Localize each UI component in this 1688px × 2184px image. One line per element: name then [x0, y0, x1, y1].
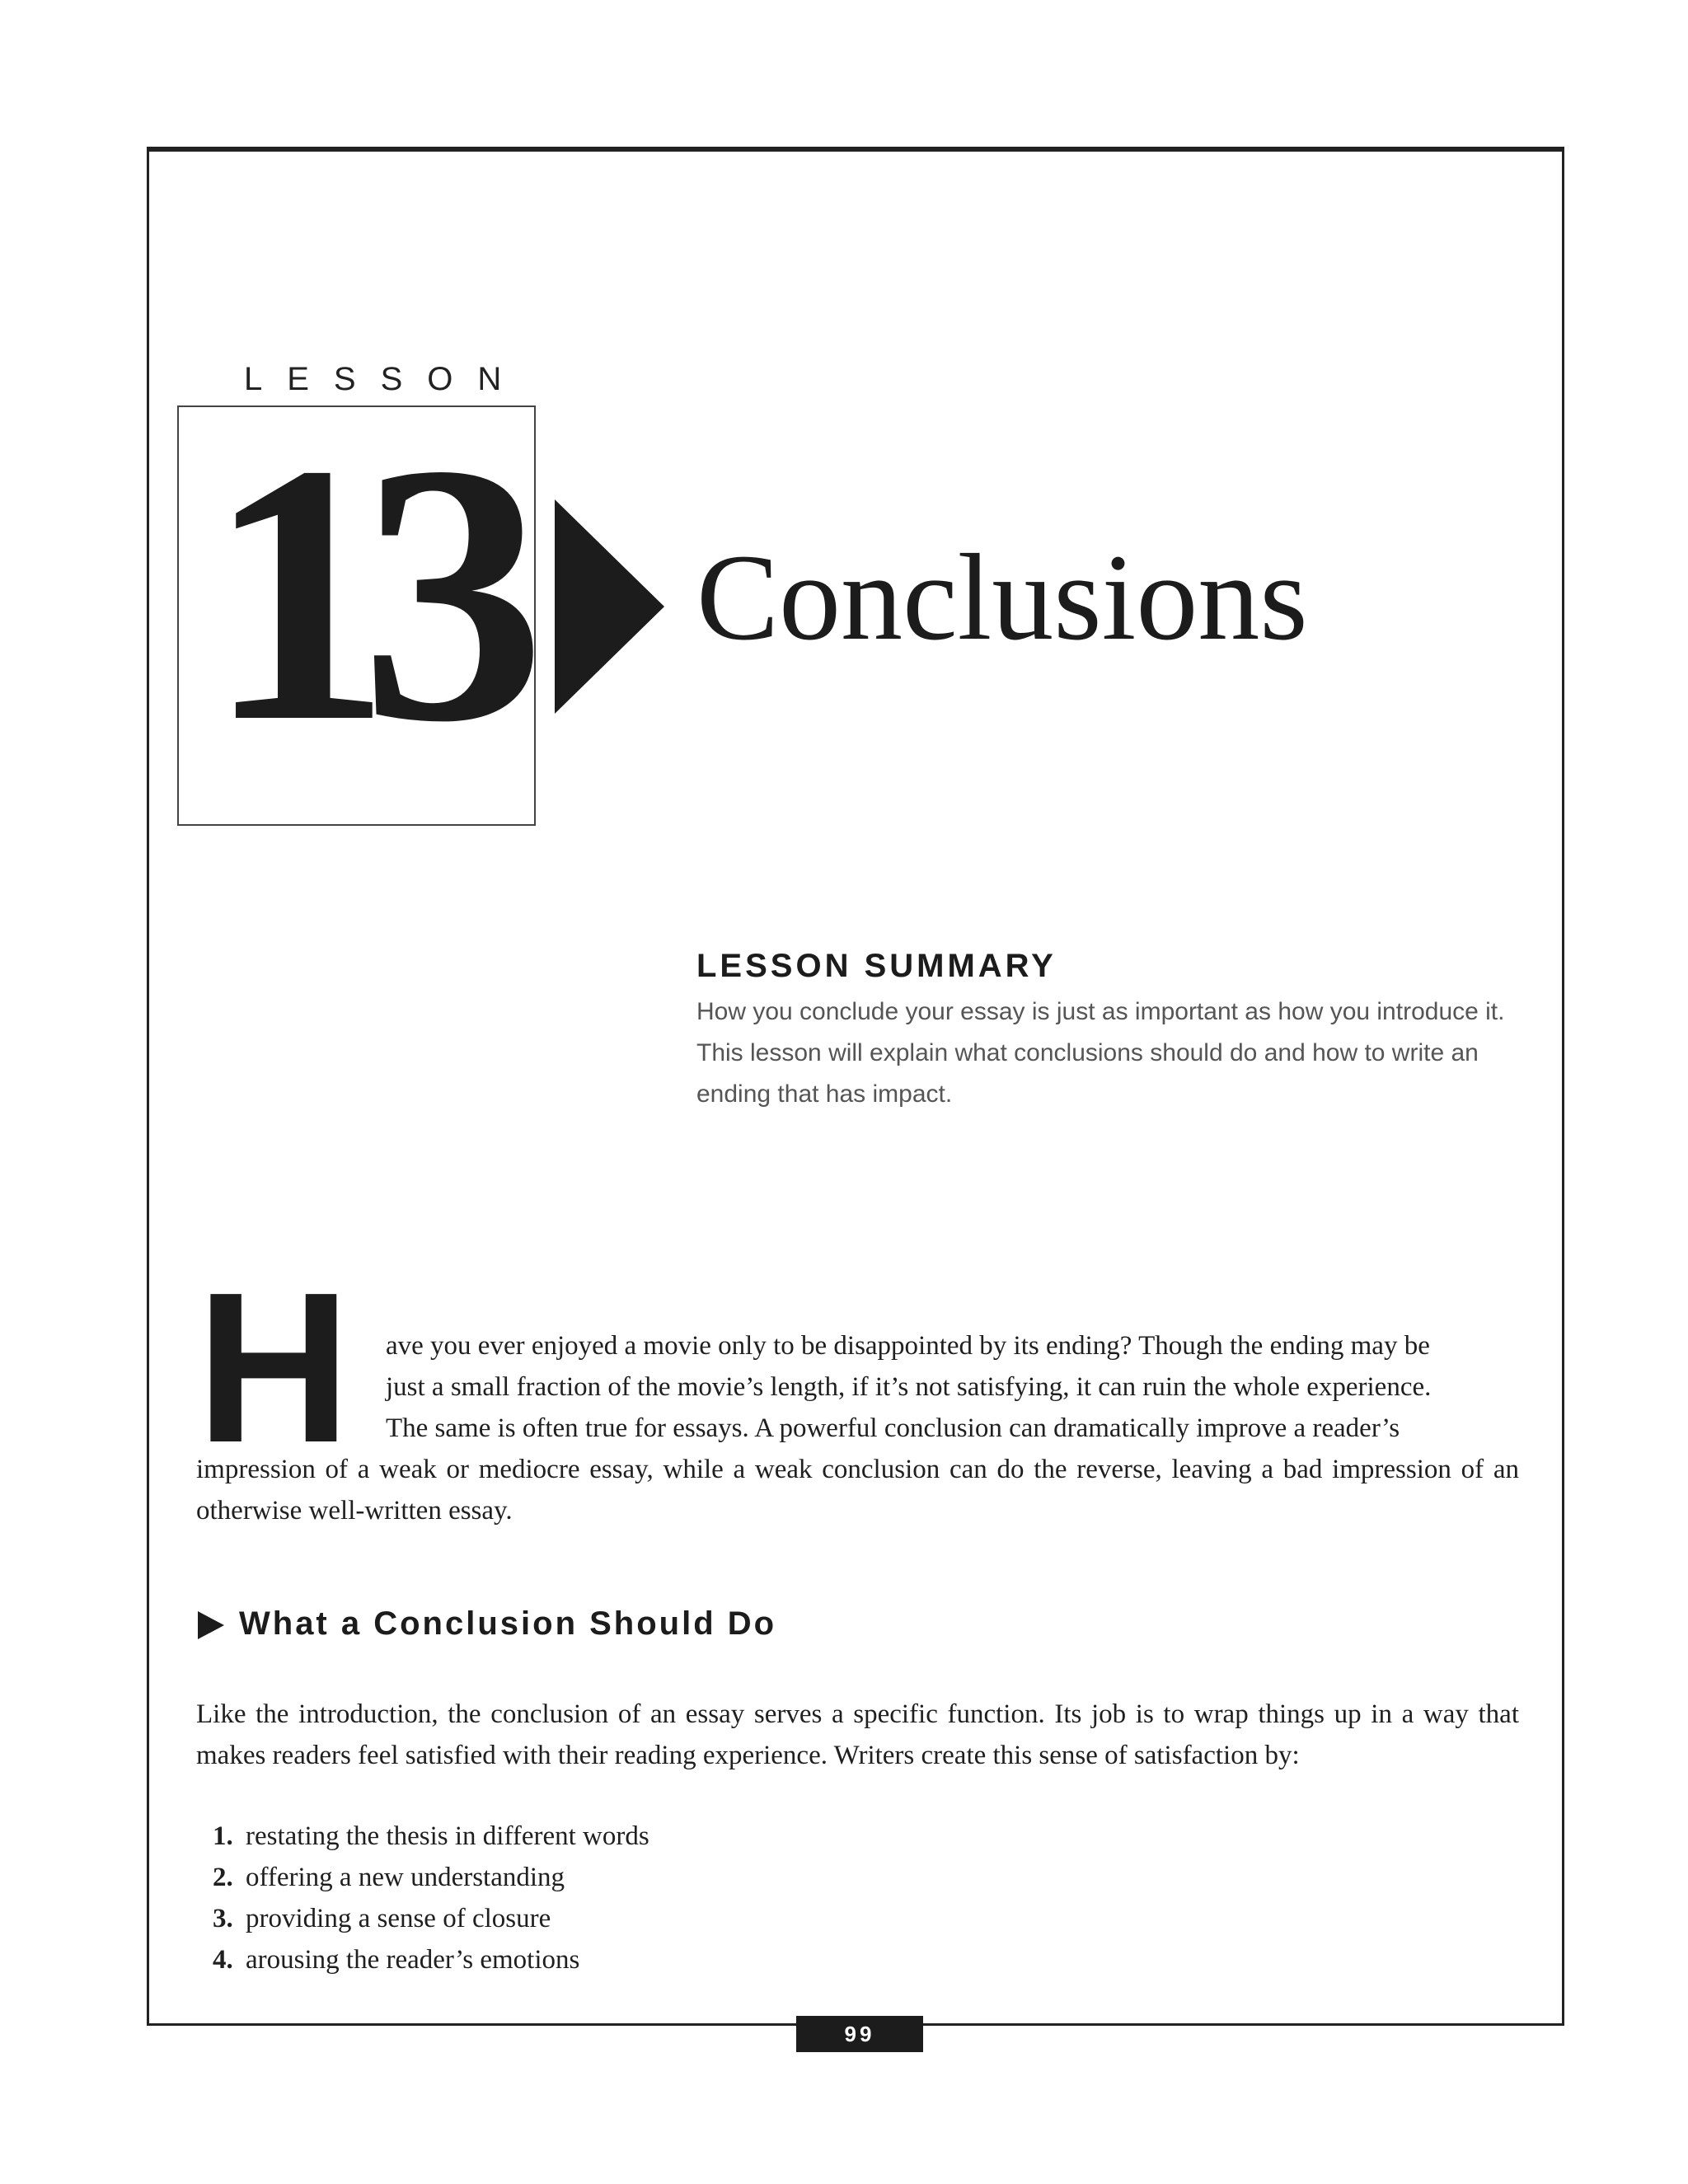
- intro-line-2: just a small fraction of the movie’s length, if it’s not satisfying, it can ruin the whole experience.: [386, 1372, 1432, 1402]
- intro-line-1: ave you ever enjoyed a movie only to be disappointed by its ending? Though the ending may be: [386, 1331, 1430, 1361]
- arrow-triangle-icon: [555, 499, 664, 714]
- lesson-title: Conclusions: [696, 529, 1308, 666]
- intro-line-3: The same is often true for essays. A powerful conclusion can dramatically improve a reader’s: [386, 1413, 1400, 1443]
- intro-paragraph: [196, 1325, 1519, 1531]
- intro-rest: impression of a weak or mediocre essay, while a weak conclusion can do the reverse, leaving a bad impression of an otherwise well-written essay.: [196, 1455, 1519, 1526]
- list-item: 3. providing a sense of closure: [213, 1904, 551, 1933]
- section-triangle-icon: [198, 1611, 224, 1639]
- conclusion-list: [213, 1816, 649, 1980]
- section-heading: What a Conclusion Should Do: [239, 1605, 777, 1642]
- page-number: 99: [796, 2016, 923, 2052]
- list-item: 4. arousing the reader’s emotions: [213, 1945, 580, 1975]
- list-item: 2. offering a new understanding: [213, 1863, 565, 1892]
- section-paragraph: Like the introduction, the conclusion of an essay serves a specific function. Its job is to wrap things up in a way that makes readers feel satisfied with their reading experience. Writers create this sense of satisfaction by:: [196, 1699, 1519, 1770]
- summary-heading: LESSON SUMMARY: [696, 948, 1057, 984]
- lesson-label: LESSON: [244, 361, 527, 397]
- drop-cap: H: [196, 1249, 351, 1488]
- summary-body: How you conclude your essay is just as important as how you introduce it. This lesson will explain what conclusions should do and how to write an ending that has impact.: [696, 998, 1505, 1108]
- list-item: 1. restating the thesis in different words: [213, 1821, 649, 1851]
- lesson-number: 13: [206, 388, 514, 799]
